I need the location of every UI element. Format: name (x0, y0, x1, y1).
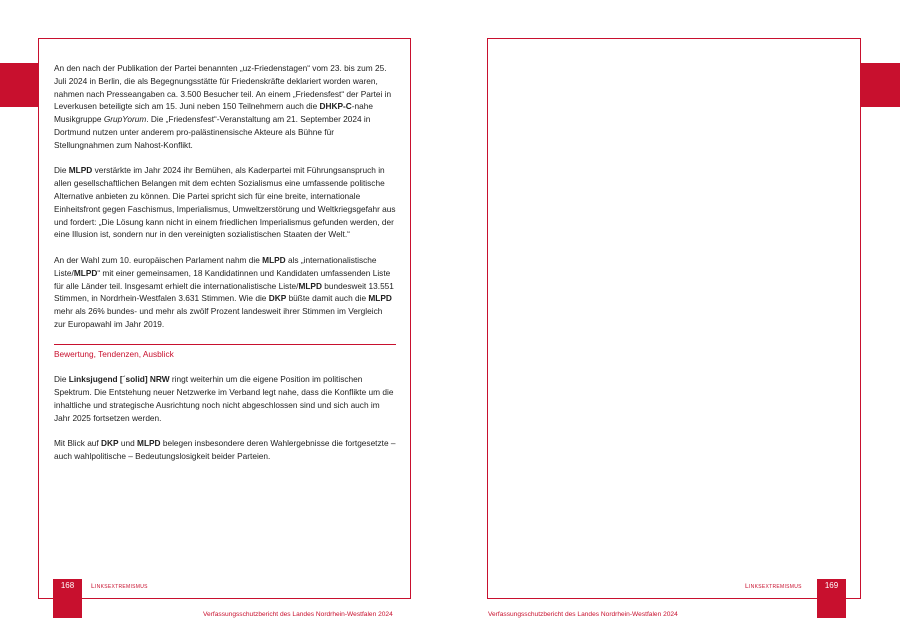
bold-term: MLPD (298, 280, 322, 291)
paragraph (54, 164, 396, 241)
text-run: bundesweit 13.551 Stimmen, in Nordrhein-Westfalen 3.631 Stimmen. Wie die (54, 280, 394, 304)
bold-term: DHKP-C (319, 101, 352, 112)
text-run: ringt weiterhin um die eigene Position im politischen Spektrum. Die Entstehung neuer Netzwerke im Verband legt nahe, dass die Konflikte um die inhaltliche und strategische Ausrichtung noch nicht abgeschlossen sind und sich auch im Jahr 2025 fortsetzen werden. (54, 374, 394, 423)
italic-term: GrupYorum (103, 114, 147, 125)
section-heading: Bewertung, Tendenzen, Ausblick (54, 344, 396, 361)
right-running-head: Linksextremismus (745, 583, 802, 590)
text-run: An den nach der Publikation der Partei benannten „uz-Friedenstagen“ vom 23. bis zum 25. Juli 2024 in Berlin, die als Begegnungsstätte für Friedenskräfte deklariert worden waren, nahmen nach Presseangaben ca. 3.500 Besucher teil. An einem „Friedensfest“ der Partei in Leverkusen beteiligte sich am 15. Juni neben 150 Teilnehmern auch die (54, 63, 392, 112)
paragraph (54, 62, 396, 152)
bold-term: MLPD (137, 438, 161, 449)
right-page-number: 169 (817, 579, 846, 618)
paragraph (54, 373, 396, 424)
text-run: Die (54, 374, 69, 385)
text-run: mehr als 26% bundes- und mehr als zwölf Prozent landesweit ihrer Stimmen im Vergleich zur Europawahl im Jahr 2019. (54, 306, 383, 329)
bold-term: MLPD (73, 267, 98, 278)
bold-term: MLPD (262, 254, 286, 265)
text-run: Mit Blick auf (54, 438, 102, 449)
text-run: und (118, 438, 138, 449)
text-run: belegen insbesondere deren Wahlergebnisse die fortgesetzte – auch wahlpolitische – Bedeutungslosigkeit beider Parteien. (54, 438, 396, 461)
bold-term: DKP (101, 438, 119, 449)
text-run: . Die „Friedensfest“-Veranstaltung am 21. September 2024 in Dortmund nutzen unter anderem pro-palästinensische Akteure als Bühne für Stellungnahmen zum Nahost-Konflikt. (54, 114, 371, 150)
bold-term: MLPD (68, 165, 93, 176)
left-footer: Verfassungsschutzbericht des Landes Nordrhein-Westfalen 2024 (203, 611, 393, 618)
right-page-frame (487, 38, 861, 599)
text-run: -nahe Musikgruppe (54, 101, 374, 125)
left-page-number: 168 (53, 579, 82, 618)
text-run: An der Wahl zum 10. europäischen Parlament nahm die (54, 254, 263, 265)
left-running-head: Linksextremismus (91, 583, 148, 590)
left-page-body (54, 62, 396, 476)
bold-term: MLPD (368, 293, 392, 304)
text-run: büßte damit auch die (286, 293, 369, 304)
text-run: “ mit einer gemeinsamen, 18 Kandidatinnen und Kandidaten umfassenden Liste für alle Länder teil. Insgesamt erhielt die internationalistische Liste/ (54, 267, 391, 291)
bold-term: Linksjugend [´solid] NRW (68, 374, 170, 385)
right-footer: Verfassungsschutzbericht des Landes Nordrhein-Westfalen 2024 (488, 611, 678, 618)
paragraph (54, 254, 396, 331)
paragraph (54, 437, 396, 463)
right-thumb-tab (861, 63, 900, 107)
text-run: verstärkte im Jahr 2024 ihr Bemühen, als Kaderpartei mit Führungsanspruch in allen gesellschaftlichen Belangen mit dem echten Sozialismus eine umfassende politische Alternative anbieten zu können. Die Partei spricht sich für eine breite, internationale Einheitsfront gegen Faschismus, Imperialismus, Umweltzerstörung und Weltkriegsgefahr aus und fordert: „Die Lösung kann nicht in einem friedlichen Imperialismus gefunden werden, der eine Illusion ist, sondern nur in den vereinigten sozialistischen Staaten der Welt.“ (54, 165, 396, 240)
bold-term: DKP (268, 293, 287, 304)
text-run: Die (54, 165, 69, 176)
text-run: als „internationalistische Liste/ (54, 254, 377, 278)
left-thumb-tab (0, 63, 38, 107)
